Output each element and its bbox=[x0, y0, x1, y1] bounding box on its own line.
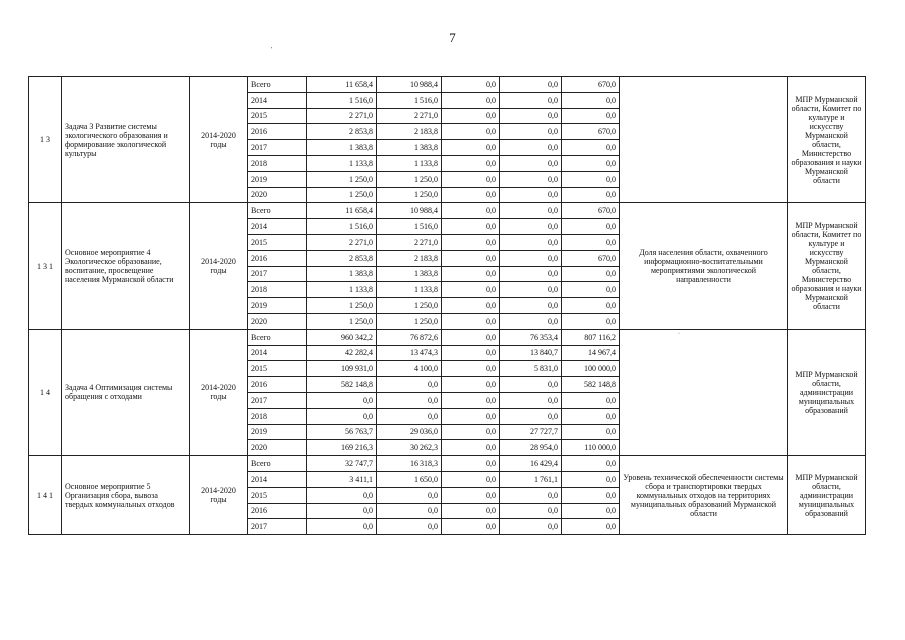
year-cell: 2020 bbox=[248, 313, 307, 329]
year-cell: Всего bbox=[248, 456, 307, 472]
amount-cell: 0,0 bbox=[442, 487, 500, 503]
amount-cell: 0,0 bbox=[500, 108, 562, 124]
section-number: 1 3 1 bbox=[29, 203, 62, 329]
amount-cell: 582 148,8 bbox=[307, 377, 377, 393]
year-cell: 2016 bbox=[248, 377, 307, 393]
year-cell: Всего bbox=[248, 77, 307, 93]
amount-cell: 0,0 bbox=[442, 187, 500, 203]
amount-cell: 0,0 bbox=[562, 187, 620, 203]
section-name: Задача 3 Развитие системы экологического образования и формирование экологической культуры bbox=[62, 77, 190, 203]
year-cell: 2015 bbox=[248, 487, 307, 503]
amount-cell: 16 429,4 bbox=[500, 456, 562, 472]
amount-cell: 0,0 bbox=[562, 313, 620, 329]
amount-cell: 2 271,0 bbox=[377, 108, 442, 124]
amount-cell: 11 658,4 bbox=[307, 77, 377, 93]
year-cell: 2017 bbox=[248, 266, 307, 282]
amount-cell: 0,0 bbox=[500, 250, 562, 266]
amount-cell: 0,0 bbox=[562, 108, 620, 124]
year-cell: Всего bbox=[248, 203, 307, 219]
amount-cell: 0,0 bbox=[500, 155, 562, 171]
year-cell: 2015 bbox=[248, 108, 307, 124]
year-cell: 2020 bbox=[248, 187, 307, 203]
year-cell: 2016 bbox=[248, 503, 307, 519]
amount-cell: 0,0 bbox=[442, 329, 500, 345]
amount-cell: 0,0 bbox=[562, 503, 620, 519]
amount-cell: 0,0 bbox=[442, 171, 500, 187]
amount-cell: 0,0 bbox=[442, 456, 500, 472]
amount-cell: 0,0 bbox=[442, 108, 500, 124]
amount-cell: 1 383,8 bbox=[307, 266, 377, 282]
amount-cell: 0,0 bbox=[500, 187, 562, 203]
amount-cell: 0,0 bbox=[562, 298, 620, 314]
year-cell: 2016 bbox=[248, 124, 307, 140]
amount-cell: 0,0 bbox=[377, 408, 442, 424]
scan-dot: · bbox=[678, 331, 680, 337]
amount-cell: 0,0 bbox=[377, 503, 442, 519]
amount-cell: 582 148,8 bbox=[562, 377, 620, 393]
amount-cell: 30 262,3 bbox=[377, 440, 442, 456]
amount-cell: 0,0 bbox=[442, 408, 500, 424]
section-period: 2014-2020 годы bbox=[190, 329, 248, 455]
amount-cell: 0,0 bbox=[442, 140, 500, 156]
amount-cell: 0,0 bbox=[562, 219, 620, 235]
amount-cell: 110 000,0 bbox=[562, 440, 620, 456]
year-cell: 2018 bbox=[248, 408, 307, 424]
amount-cell: 0,0 bbox=[442, 345, 500, 361]
amount-cell: 0,0 bbox=[500, 92, 562, 108]
amount-cell: 0,0 bbox=[562, 140, 620, 156]
year-cell: Всего bbox=[248, 329, 307, 345]
amount-cell: 2 271,0 bbox=[307, 234, 377, 250]
amount-cell: 2 853,8 bbox=[307, 124, 377, 140]
amount-cell: 10 988,4 bbox=[377, 77, 442, 93]
amount-cell: 0,0 bbox=[307, 408, 377, 424]
amount-cell: 0,0 bbox=[562, 408, 620, 424]
amount-cell: 1 250,0 bbox=[377, 298, 442, 314]
amount-cell: 0,0 bbox=[377, 392, 442, 408]
amount-cell: 0,0 bbox=[442, 203, 500, 219]
amount-cell: 1 516,0 bbox=[377, 219, 442, 235]
amount-cell: 1 383,8 bbox=[307, 140, 377, 156]
amount-cell: 2 183,8 bbox=[377, 250, 442, 266]
amount-cell: 169 216,3 bbox=[307, 440, 377, 456]
amount-cell: 1 250,0 bbox=[377, 171, 442, 187]
amount-cell: 0,0 bbox=[307, 503, 377, 519]
amount-cell: 0,0 bbox=[562, 171, 620, 187]
page-number: 7 bbox=[449, 30, 456, 45]
amount-cell: 42 282,4 bbox=[307, 345, 377, 361]
amount-cell: 1 516,0 bbox=[377, 92, 442, 108]
section-period: 2014-2020 годы bbox=[190, 77, 248, 203]
amount-cell: 0,0 bbox=[500, 266, 562, 282]
amount-cell: 0,0 bbox=[500, 203, 562, 219]
amount-cell: 960 342,2 bbox=[307, 329, 377, 345]
amount-cell: 0,0 bbox=[442, 503, 500, 519]
budget-table bbox=[28, 76, 866, 535]
amount-cell: 1 133,8 bbox=[307, 282, 377, 298]
year-cell: 2015 bbox=[248, 234, 307, 250]
section-name: Основное мероприятие 5 Организация сбора, вывоза твердых коммунальных отходов bbox=[62, 456, 190, 535]
amount-cell: 0,0 bbox=[442, 234, 500, 250]
amount-cell: 1 383,8 bbox=[377, 140, 442, 156]
amount-cell: 670,0 bbox=[562, 77, 620, 93]
amount-cell: 32 747,7 bbox=[307, 456, 377, 472]
amount-cell: 0,0 bbox=[442, 377, 500, 393]
section-indicator bbox=[620, 77, 788, 203]
amount-cell: 0,0 bbox=[562, 266, 620, 282]
amount-cell: 0,0 bbox=[562, 456, 620, 472]
section-number: 1 4 bbox=[29, 329, 62, 455]
amount-cell: 0,0 bbox=[442, 424, 500, 440]
year-cell: 2018 bbox=[248, 282, 307, 298]
amount-cell: 0,0 bbox=[562, 92, 620, 108]
amount-cell: 76 353,4 bbox=[500, 329, 562, 345]
table-row bbox=[29, 329, 866, 345]
section-indicator bbox=[620, 329, 788, 455]
amount-cell: 1 133,8 bbox=[307, 155, 377, 171]
amount-cell: 0,0 bbox=[500, 519, 562, 535]
year-cell: 2015 bbox=[248, 361, 307, 377]
amount-cell: 1 250,0 bbox=[307, 187, 377, 203]
section-number: 1 3 bbox=[29, 77, 62, 203]
amount-cell: 0,0 bbox=[442, 440, 500, 456]
scan-mark: ' bbox=[271, 47, 273, 53]
amount-cell: 0,0 bbox=[500, 77, 562, 93]
section-executor: МПР Мурманской области, Комитет по культуре и искусству Мурманской области, Министерство образования и науки Мурманской области bbox=[788, 203, 866, 329]
amount-cell: 0,0 bbox=[307, 392, 377, 408]
amount-cell: 0,0 bbox=[442, 298, 500, 314]
section-executor: МПР Мурманской области, администрации муниципальных образований bbox=[788, 329, 866, 455]
amount-cell: 0,0 bbox=[562, 234, 620, 250]
amount-cell: 16 318,3 bbox=[377, 456, 442, 472]
year-cell: 2018 bbox=[248, 155, 307, 171]
amount-cell: 670,0 bbox=[562, 124, 620, 140]
amount-cell: 0,0 bbox=[442, 266, 500, 282]
amount-cell: 56 763,7 bbox=[307, 424, 377, 440]
amount-cell: 0,0 bbox=[442, 361, 500, 377]
amount-cell: 0,0 bbox=[442, 471, 500, 487]
year-cell: 2019 bbox=[248, 424, 307, 440]
amount-cell: 10 988,4 bbox=[377, 203, 442, 219]
amount-cell: 1 250,0 bbox=[307, 313, 377, 329]
amount-cell: 0,0 bbox=[442, 250, 500, 266]
year-cell: 2014 bbox=[248, 471, 307, 487]
section-indicator: Доля населения области, охваченного информационно-воспитательными мероприятиями экологической направленности bbox=[620, 203, 788, 329]
amount-cell: 1 516,0 bbox=[307, 92, 377, 108]
amount-cell: 13 840,7 bbox=[500, 345, 562, 361]
amount-cell: 0,0 bbox=[500, 408, 562, 424]
amount-cell: 27 727,7 bbox=[500, 424, 562, 440]
amount-cell: 2 271,0 bbox=[307, 108, 377, 124]
amount-cell: 0,0 bbox=[562, 282, 620, 298]
amount-cell: 0,0 bbox=[307, 519, 377, 535]
amount-cell: 5 831,0 bbox=[500, 361, 562, 377]
amount-cell: 0,0 bbox=[500, 171, 562, 187]
section-period: 2014-2020 годы bbox=[190, 203, 248, 329]
year-cell: 2019 bbox=[248, 171, 307, 187]
amount-cell: 0,0 bbox=[500, 487, 562, 503]
year-cell: 2014 bbox=[248, 219, 307, 235]
amount-cell: 0,0 bbox=[442, 92, 500, 108]
amount-cell: 1 383,8 bbox=[377, 266, 442, 282]
table-row bbox=[29, 203, 866, 219]
amount-cell: 0,0 bbox=[562, 392, 620, 408]
amount-cell: 0,0 bbox=[500, 124, 562, 140]
amount-cell: 4 100,0 bbox=[377, 361, 442, 377]
year-cell: 2017 bbox=[248, 140, 307, 156]
amount-cell: 0,0 bbox=[442, 219, 500, 235]
amount-cell: 0,0 bbox=[562, 487, 620, 503]
section-executor: МПР Мурманской области, Комитет по культуре и искусству Мурманской области, Министерство образования и науки Мурманской области bbox=[788, 77, 866, 203]
amount-cell: 2 183,8 bbox=[377, 124, 442, 140]
section-period: 2014-2020 годы bbox=[190, 456, 248, 535]
section-indicator: Уровень технической обеспеченности системы сбора и транспортировки твердых коммунальных отходов на территориях муниципальных образований Мурманской области bbox=[620, 456, 788, 535]
amount-cell: 1 133,8 bbox=[377, 155, 442, 171]
amount-cell: 0,0 bbox=[442, 282, 500, 298]
amount-cell: 670,0 bbox=[562, 203, 620, 219]
amount-cell: 1 250,0 bbox=[307, 298, 377, 314]
amount-cell: 0,0 bbox=[562, 471, 620, 487]
amount-cell: 1 250,0 bbox=[377, 313, 442, 329]
section-name: Задача 4 Оптимизация системы обращения с отходами bbox=[62, 329, 190, 455]
year-cell: 2014 bbox=[248, 345, 307, 361]
amount-cell: 0,0 bbox=[500, 392, 562, 408]
section-number: 1 4 1 bbox=[29, 456, 62, 535]
amount-cell: 109 931,0 bbox=[307, 361, 377, 377]
amount-cell: 1 250,0 bbox=[307, 171, 377, 187]
amount-cell: 0,0 bbox=[307, 487, 377, 503]
amount-cell: 0,0 bbox=[442, 313, 500, 329]
amount-cell: 0,0 bbox=[442, 124, 500, 140]
amount-cell: 1 761,1 bbox=[500, 471, 562, 487]
amount-cell: 0,0 bbox=[377, 377, 442, 393]
amount-cell: 1 250,0 bbox=[377, 187, 442, 203]
amount-cell: 2 853,8 bbox=[307, 250, 377, 266]
amount-cell: 0,0 bbox=[442, 392, 500, 408]
amount-cell: 0,0 bbox=[500, 298, 562, 314]
year-cell: 2016 bbox=[248, 250, 307, 266]
amount-cell: 0,0 bbox=[377, 519, 442, 535]
amount-cell: 0,0 bbox=[562, 424, 620, 440]
year-cell: 2017 bbox=[248, 519, 307, 535]
year-cell: 2017 bbox=[248, 392, 307, 408]
amount-cell: 0,0 bbox=[562, 519, 620, 535]
amount-cell: 1 516,0 bbox=[307, 219, 377, 235]
amount-cell: 14 967,4 bbox=[562, 345, 620, 361]
amount-cell: 0,0 bbox=[442, 77, 500, 93]
amount-cell: 0,0 bbox=[500, 282, 562, 298]
amount-cell: 29 036,0 bbox=[377, 424, 442, 440]
amount-cell: 1 650,0 bbox=[377, 471, 442, 487]
amount-cell: 13 474,3 bbox=[377, 345, 442, 361]
amount-cell: 807 116,2 bbox=[562, 329, 620, 345]
table-row bbox=[29, 77, 866, 93]
year-cell: 2014 bbox=[248, 92, 307, 108]
amount-cell: 0,0 bbox=[442, 155, 500, 171]
amount-cell: 0,0 bbox=[500, 140, 562, 156]
year-cell: 2019 bbox=[248, 298, 307, 314]
amount-cell: 0,0 bbox=[500, 219, 562, 235]
year-cell: 2020 bbox=[248, 440, 307, 456]
amount-cell: 0,0 bbox=[442, 519, 500, 535]
table-row bbox=[29, 456, 866, 472]
amount-cell: 0,0 bbox=[377, 487, 442, 503]
amount-cell: 3 411,1 bbox=[307, 471, 377, 487]
table-body bbox=[29, 77, 866, 535]
amount-cell: 0,0 bbox=[500, 313, 562, 329]
amount-cell: 2 271,0 bbox=[377, 234, 442, 250]
section-name: Основное мероприятие 4 Экологическое образование, воспитание, просвещение населения Мурманской области bbox=[62, 203, 190, 329]
amount-cell: 670,0 bbox=[562, 250, 620, 266]
section-executor: МПР Мурманской области, администрации муниципальных образований bbox=[788, 456, 866, 535]
amount-cell: 0,0 bbox=[500, 377, 562, 393]
amount-cell: 11 658,4 bbox=[307, 203, 377, 219]
amount-cell: 0,0 bbox=[562, 155, 620, 171]
amount-cell: 0,0 bbox=[500, 503, 562, 519]
amount-cell: 100 000,0 bbox=[562, 361, 620, 377]
amount-cell: 28 954,0 bbox=[500, 440, 562, 456]
amount-cell: 1 133,8 bbox=[377, 282, 442, 298]
amount-cell: 76 872,6 bbox=[377, 329, 442, 345]
amount-cell: 0,0 bbox=[500, 234, 562, 250]
